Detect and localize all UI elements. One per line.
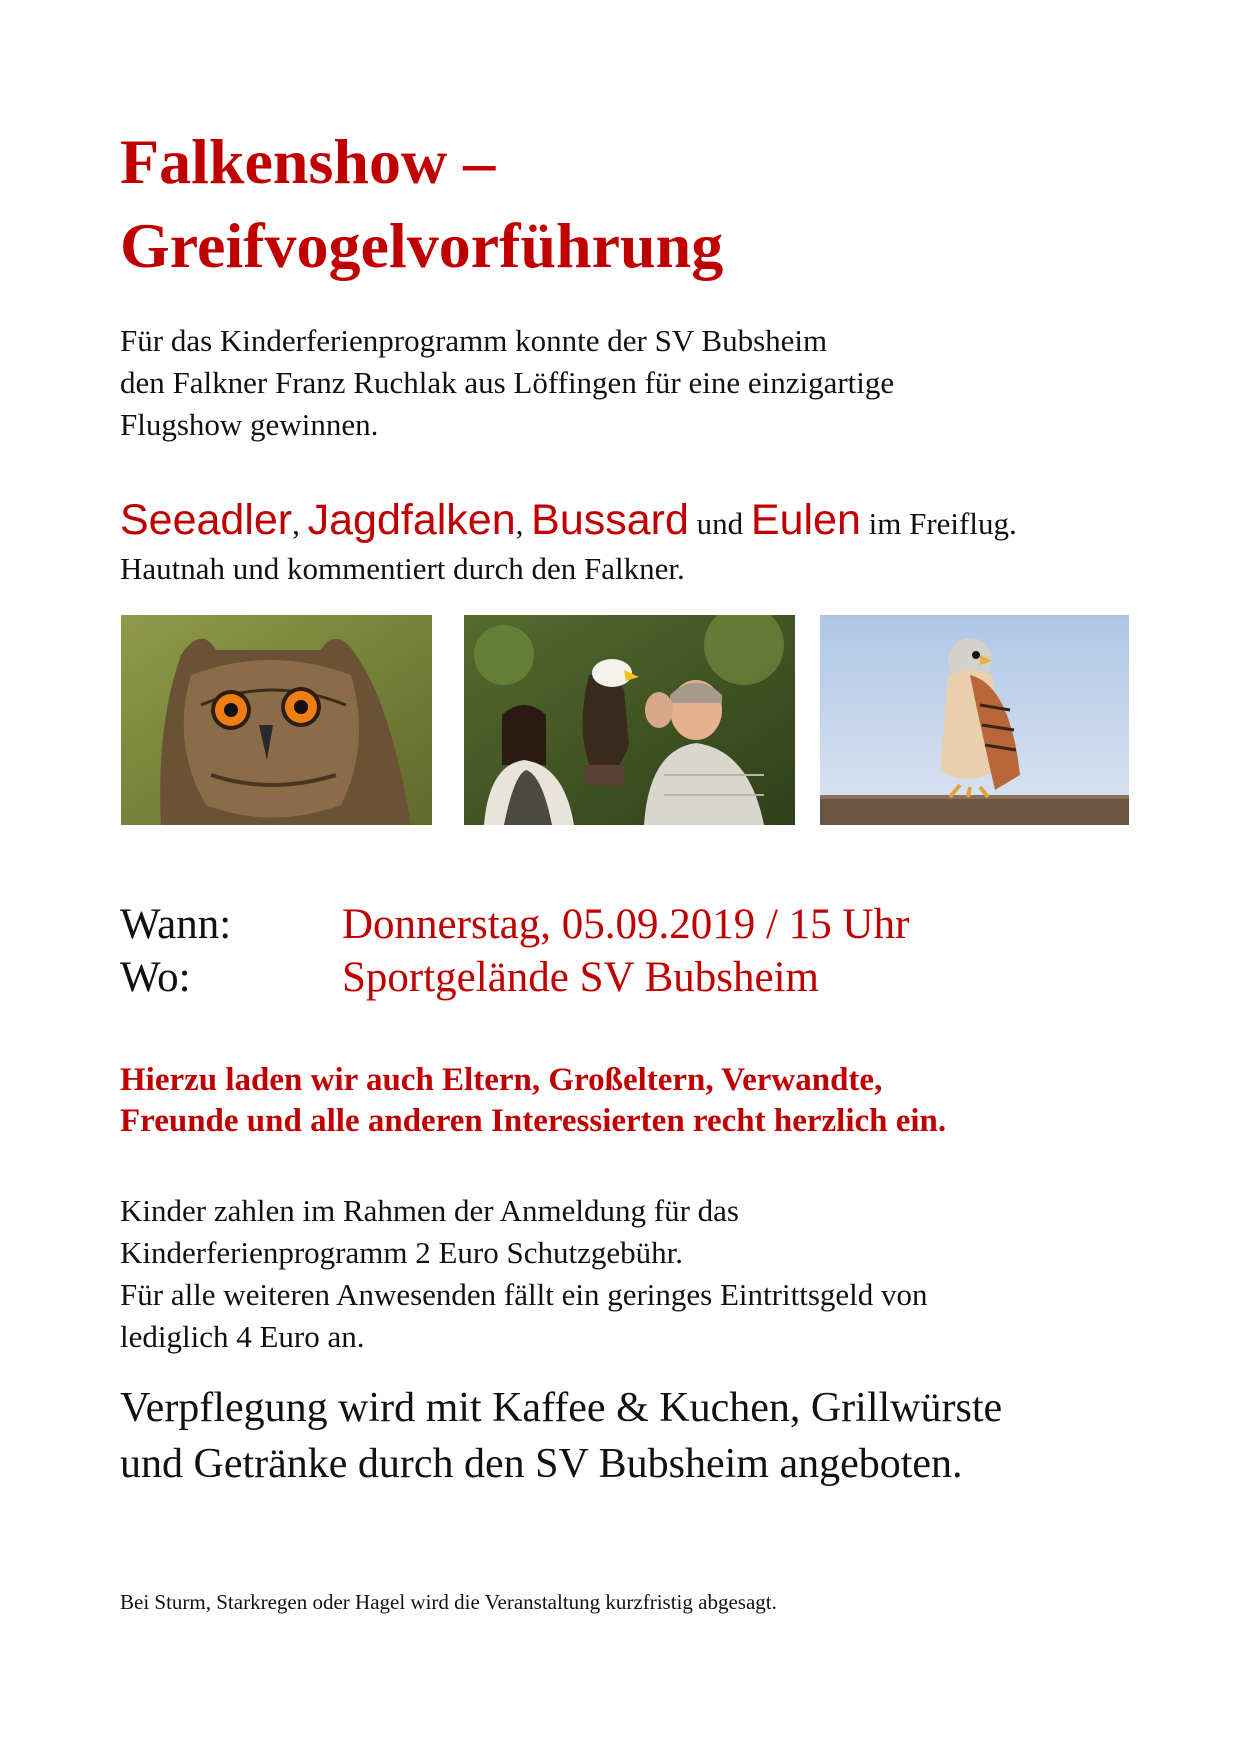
when-value: Donnerstag, 05.09.2019 / 15 Uhr	[342, 901, 910, 948]
where-value: Sportgelände SV Bubsheim	[342, 954, 819, 1001]
catering-paragraph	[120, 1380, 1002, 1492]
food-line-1: Verpflegung wird mit Kaffee & Kuchen, Grillwürste	[120, 1385, 1003, 1431]
intro-line-1: Für das Kinderferienprogramm konnte der SV Bubsheim	[120, 323, 828, 358]
when-label: Wann:	[120, 901, 232, 948]
invitation-paragraph	[120, 1060, 946, 1142]
intro-paragraph	[120, 320, 894, 446]
intro-line-2: den Falkner Franz Ruchlak aus Löffingen für eine einzigartige	[120, 365, 895, 400]
food-line-2: und Getränke durch den SV Bubsheim angeboten.	[120, 1441, 963, 1487]
birds-line-2: Hautnah und kommentiert durch den Falkner.	[120, 551, 685, 586]
intro-line-3: Flugshow gewinnen.	[120, 407, 379, 442]
title-line-2: Greifvogelvorführung	[120, 210, 724, 281]
title-line-1: Falkenshow –	[120, 126, 496, 197]
fees-line-4: lediglich 4 Euro an.	[120, 1319, 365, 1354]
event-details	[120, 898, 909, 1004]
birds-separator: und	[688, 506, 751, 541]
bird-eulen: Eulen	[750, 496, 861, 544]
kestrel-photo	[820, 615, 1129, 825]
where-label: Wo:	[120, 954, 191, 1001]
invite-line-1: Hierzu laden wir auch Eltern, Großeltern, Verwandte,	[120, 1062, 883, 1098]
birds-separator: ,	[515, 506, 532, 541]
when-row	[120, 898, 909, 951]
bird-jagdfalken: Jagdfalken	[307, 496, 516, 544]
owl-photo	[121, 615, 432, 825]
birds-suffix: im Freiflug.	[860, 506, 1017, 541]
birds-separator: ,	[292, 506, 308, 541]
birds-paragraph	[120, 495, 1017, 589]
page-title	[120, 120, 723, 288]
invite-line-2: Freunde und alle anderen Interessierten recht herzlich ein.	[120, 1103, 947, 1139]
bird-seeadler: Seeadler	[120, 496, 293, 544]
fees-line-2: Kinderferienprogramm 2 Euro Schutzgebühr.	[120, 1235, 683, 1270]
birds-line-1	[120, 495, 1017, 549]
where-row	[120, 951, 909, 1004]
fees-line-3: Für alle weiteren Anwesenden fällt ein geringes Eintrittsgeld von	[120, 1277, 928, 1312]
weather-note: Bei Sturm, Starkregen oder Hagel wird die Veranstaltung kurzfristig abgesagt.	[120, 1590, 777, 1614]
falconer-photo	[464, 615, 795, 825]
fees-paragraph	[120, 1190, 928, 1358]
fees-line-1: Kinder zahlen im Rahmen der Anmeldung für das	[120, 1193, 739, 1228]
bird-bussard: Bussard	[531, 496, 689, 544]
